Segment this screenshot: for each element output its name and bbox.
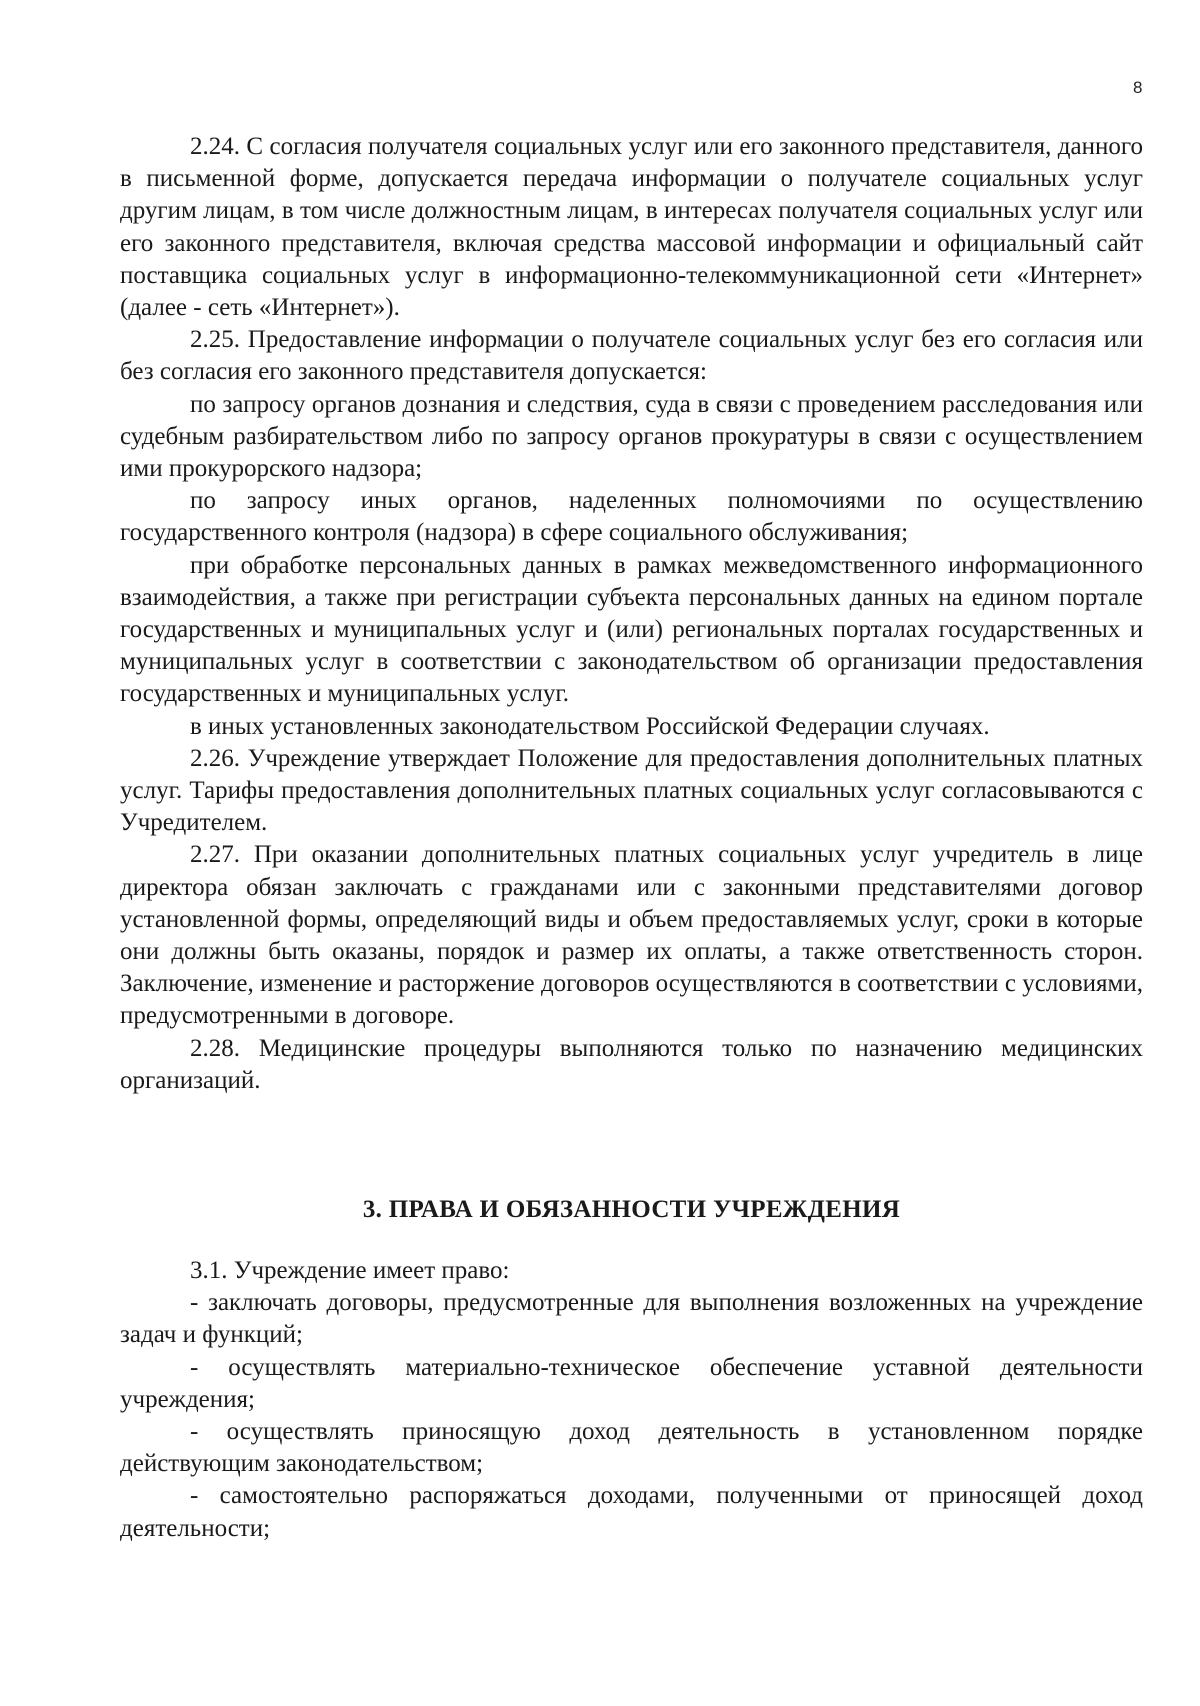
paragraph-2-25-item-3: при обработке персональных данных в рамках межведомственного информационного взаимодействия, а также при регистрации субъекта персональных данных на едином портале государственных и муниципальных услуг и (или) региональных порталах государственных и муниципальных услуг в соответствии с законодательством об организации предоставления государственных и муниципальных услуг.: [120, 551, 1143, 708]
section-2-continuation: [120, 131, 1143, 1097]
paragraph-2-26: 2.26. Учреждение утверждает Положение для предоставления дополнительных платных услуг. Тарифы предоставления дополнительных платных социальных услуг согласовываются с Учредителем.: [120, 744, 1143, 837]
right-item-income-activity: - осуществлять приносящую доход деятельность в установленном порядке действующим законодательством;: [120, 1418, 1143, 1478]
paragraph-2-25-item-1: по запросу органов дознания и следствия, суда в связи с проведением расследования или судебным разбирательством либо по запросу органов прокуратуры в связи с осуществлением ими прокурорского надзора;: [120, 390, 1143, 483]
paragraph-2-24: 2.24. С согласия получателя социальных услуг или его законного представителя, данного в письменной форме, допускается передача информации о получателе социальных услуг другим лицам, в том числе должностным лицам, в интересах получателя социальных услуг или его законного представителя, включая средства массовой информации и официальный сайт поставщика социальных услуг в информационно-телекоммуникационной сети «Интернет» (далее - сеть «Интернет»).: [120, 133, 1143, 322]
paragraph-2-28: 2.28. Медицинские процедуры выполняются только по назначению медицинских организаций.: [120, 1034, 1143, 1094]
right-item-dispose-income: - самостоятельно распоряжаться доходами, полученными от приносящей доход деятельности;: [120, 1482, 1143, 1542]
section-3-heading-block: [120, 1194, 1143, 1226]
document-page: [120, 0, 1143, 1706]
right-item-contracts: - заключать договоры, предусмотренные для выполнения возложенных на учреждение задач и функций;: [120, 1289, 1143, 1349]
right-item-material-support: - осуществлять материально-техническое обеспечение уставной деятельности учреждения;: [120, 1353, 1143, 1413]
page-number: 8: [1133, 78, 1143, 97]
paragraph-2-27: 2.27. При оказании дополнительных платных социальных услуг учредитель в лице директора обязан заключать с гражданами или с законными представителями договор установленной формы, определяющий виды и объем предоставляемых услуг, сроки в которые они должны быть оказаны, порядок и размер их оплаты, а также ответственность сторон. Заключение, изменение и расторжение договоров осуществляются в соответствии с условиями, предусмотренными в договоре.: [120, 841, 1143, 1030]
section-3-body: [120, 1255, 1143, 1545]
paragraph-3-1: 3.1. Учреждение имеет право:: [190, 1257, 510, 1284]
paragraph-2-25: 2.25. Предоставление информации о получателе социальных услуг без его согласия или без согласия его законного представителя допускается:: [120, 326, 1143, 386]
section-heading: 3. ПРАВА И ОБЯЗАННОСТИ УЧРЕЖДЕНИЯ: [362, 1196, 901, 1223]
paragraph-2-25-item-4: в иных установленных законодательством Российской Федерации случаях.: [190, 712, 990, 740]
paragraph-2-25-item-2: по запросу иных органов, наделенных полномочиями по осуществлению государственного контроля (надзора) в сфере социального обслуживания;: [120, 487, 1143, 547]
